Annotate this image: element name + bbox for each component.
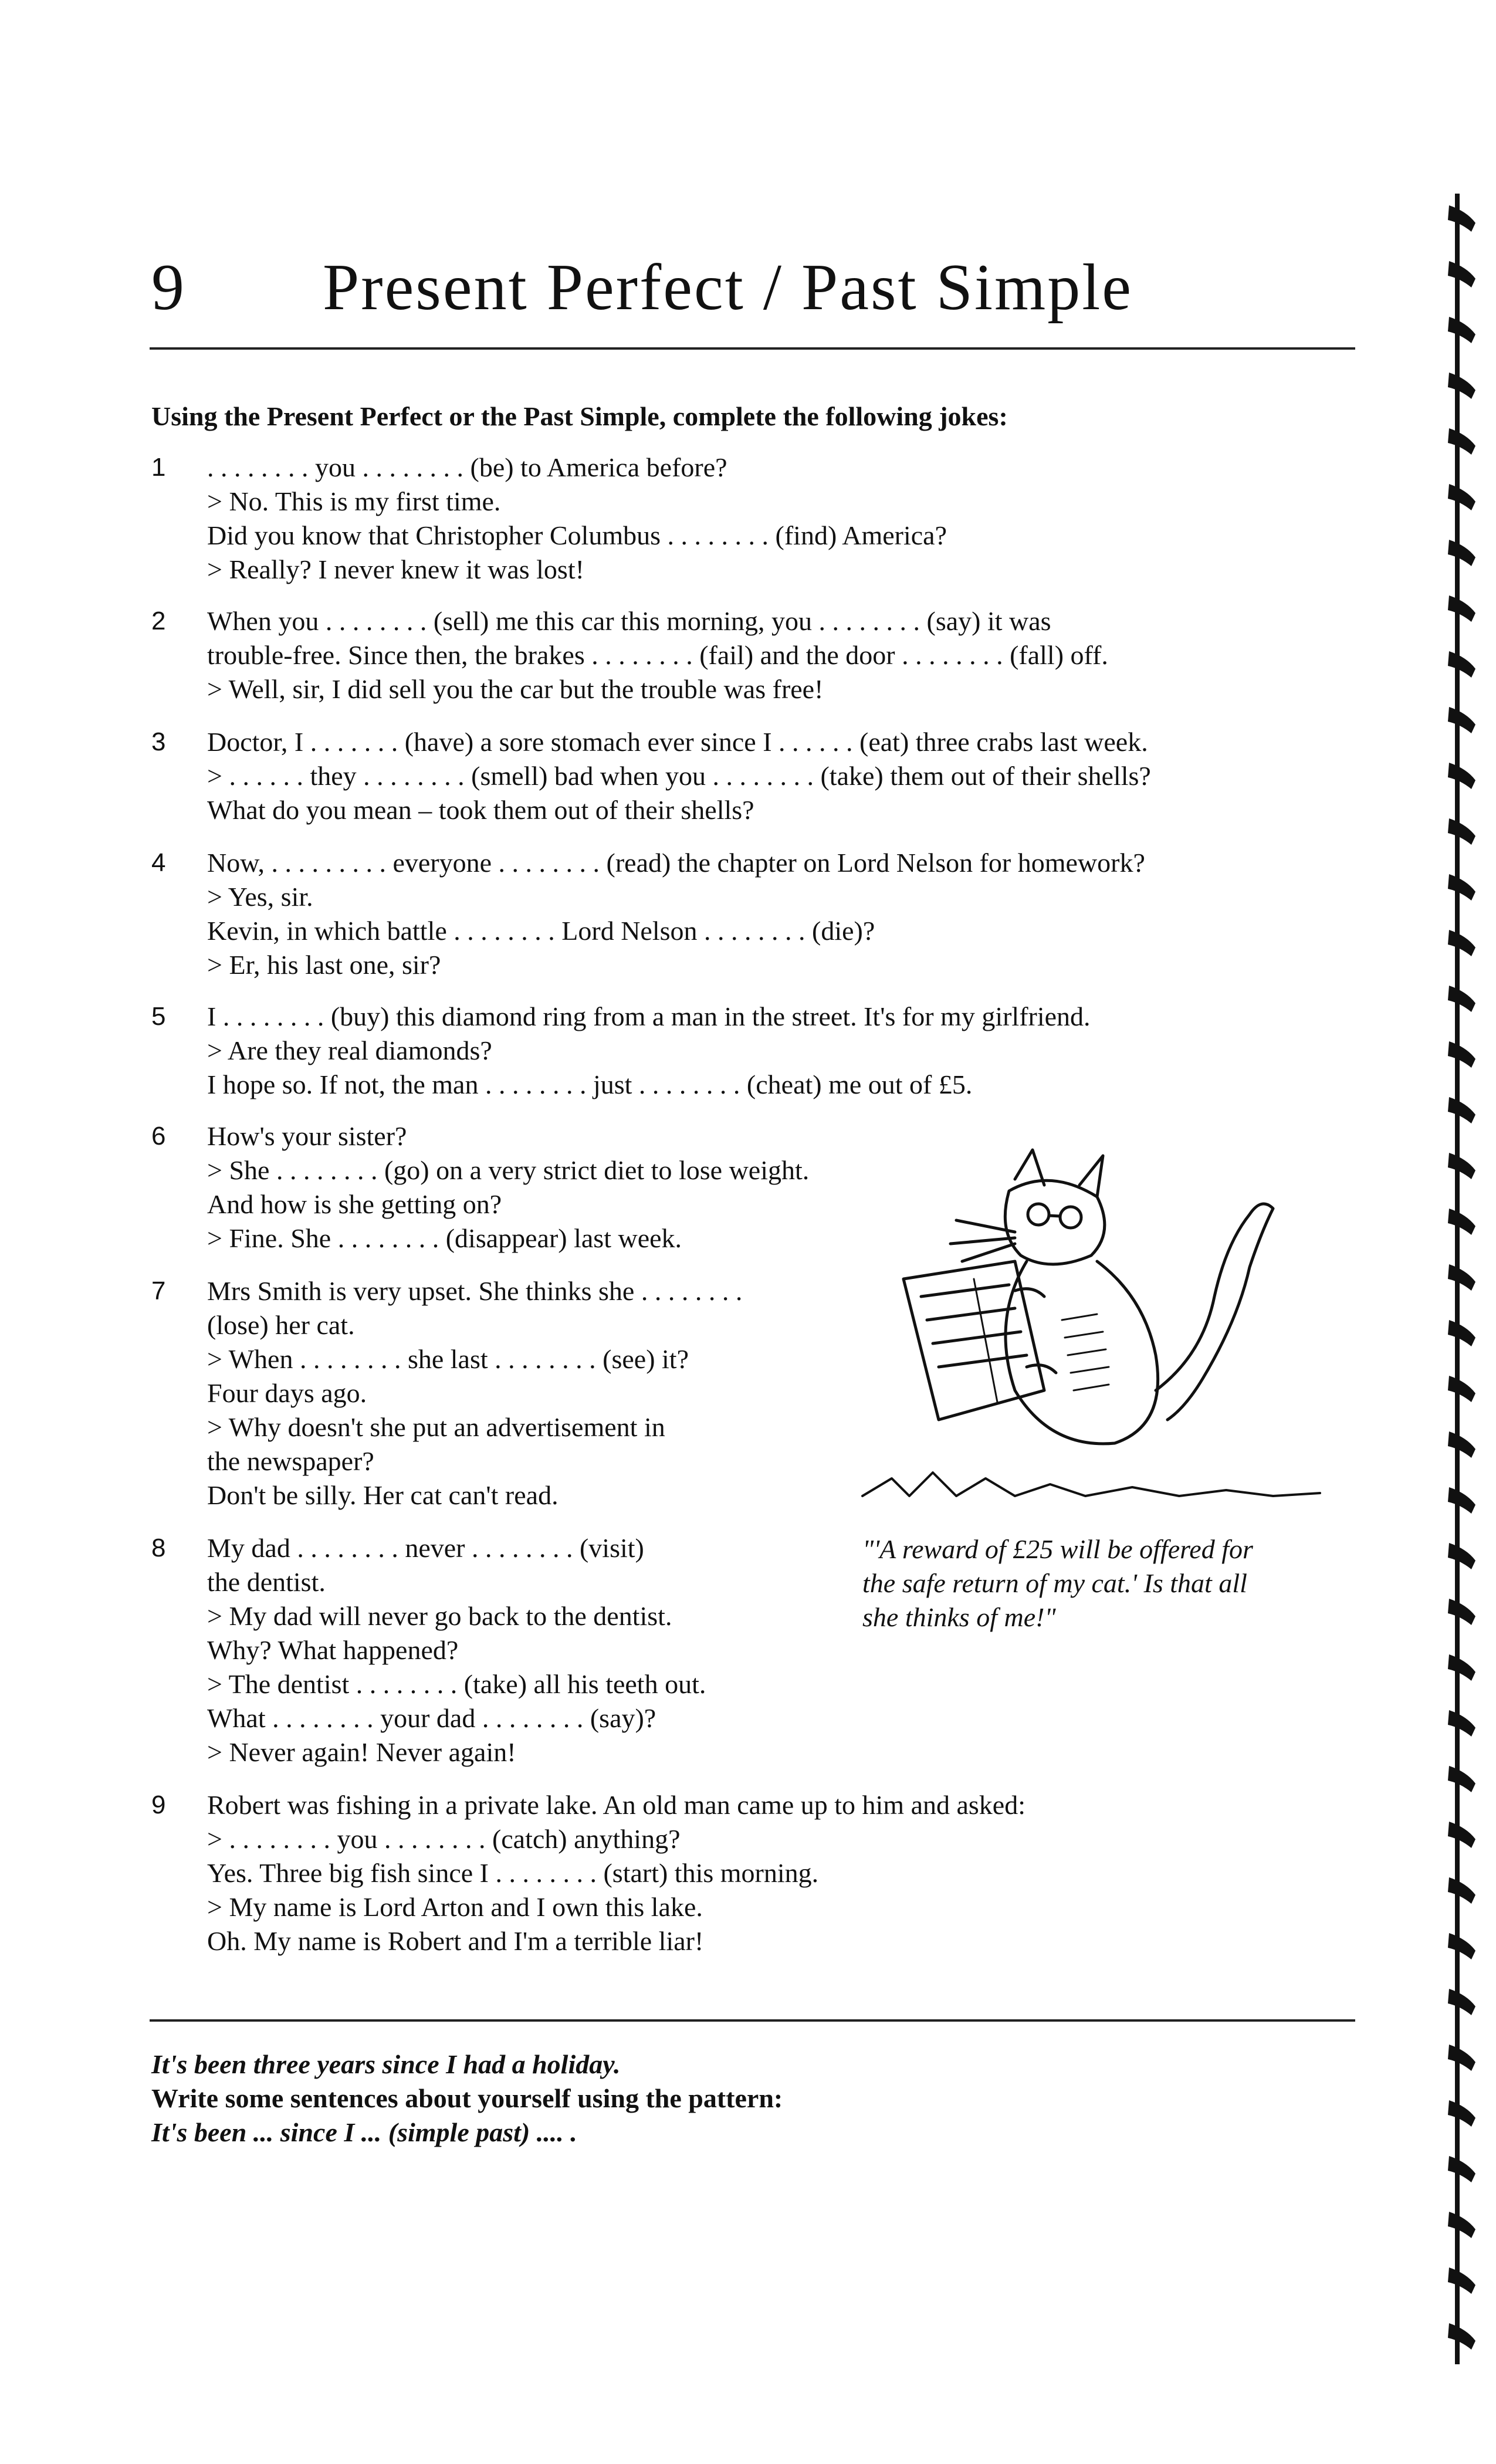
binding-coil [1448, 1989, 1475, 2015]
exercise-line: Did you know that Christopher Columbus . . . . . . . . (find) America? [207, 520, 947, 550]
binding-coil [1448, 651, 1475, 678]
binding-coil [1448, 2156, 1475, 2182]
binding-coil [1448, 1041, 1475, 1068]
exercise-line: When you . . . . . . . . (sell) me this car this morning, you . . . . . . . . (say) it was [207, 606, 1051, 636]
binding-coil [1448, 1153, 1475, 1179]
exercise-line: > Never again! Never again! [207, 1737, 516, 1767]
exercise-number: 5 [151, 1002, 166, 1031]
binding-coil [1448, 317, 1475, 343]
exercise-line: Now, . . . . . . . . . everyone . . . . . . . . (read) the chapter on Lord Nelson for homework? [207, 848, 1145, 878]
binding-coil [1448, 261, 1475, 287]
exercise-number: 8 [151, 1534, 166, 1562]
binding-coil [1448, 484, 1475, 510]
exercise-line: How's your sister? [207, 1121, 407, 1151]
caption-line: "'A reward of £25 will be offered for [862, 1534, 1253, 1564]
binding-coil [1448, 1877, 1475, 1904]
binding-coil [1448, 1209, 1475, 1235]
exercise-line: What . . . . . . . . your dad . . . . . . . . (say)? [207, 1703, 656, 1733]
binding-coil [1448, 930, 1475, 956]
exercise-line: Oh. My name is Robert and I'm a terrible liar! [207, 1926, 704, 1956]
binding-coil [1448, 1766, 1475, 1792]
exercise-line: > My dad will never go back to the dentist. [207, 1601, 672, 1631]
exercise-line: Yes. Three big fish since I . . . . . . . . (start) this morning. [207, 1858, 819, 1888]
exercise-line: > . . . . . . they . . . . . . . . (smell) bad when you . . . . . . . . (take) them out of their shells? [207, 761, 1151, 791]
exercise-line: > No. This is my first time. [207, 486, 501, 516]
binding-coil [1448, 1487, 1475, 1514]
exercise-line: > She . . . . . . . . (go) on a very strict diet to lose weight. [207, 1155, 810, 1185]
exercise-line: > The dentist . . . . . . . . (take) all his teeth out. [207, 1669, 706, 1699]
binding-coil [1448, 2323, 1475, 2350]
exercise-line: Why? What happened? [207, 1635, 459, 1665]
binding-coil [1448, 1543, 1475, 1569]
exercise-line: I . . . . . . . . (buy) this diamond ring from a man in the street. It's for my girlfriend. [207, 1001, 1091, 1031]
binding-coil [1448, 1933, 1475, 1959]
exercise-line: > When . . . . . . . . she last . . . . . . . . (see) it? [207, 1344, 689, 1374]
exercise-line: trouble-free. Since then, the brakes . . . . . . . . (fail) and the door . . . . . . . . (fall) off. [207, 640, 1108, 670]
exercise-line: > My name is Lord Arton and I own this lake. [207, 1892, 703, 1922]
footer-task [151, 2047, 783, 2150]
binding-coil [1448, 2267, 1475, 2294]
binding-coil [1448, 818, 1475, 845]
exercise-line: > Yes, sir. [207, 882, 313, 912]
binding-coil [1448, 428, 1475, 455]
binding-coil [1448, 1264, 1475, 1291]
exercise-number: 2 [151, 607, 166, 635]
caption-line: she thinks of me!" [862, 1602, 1056, 1632]
exercise-line: Four days ago. [207, 1378, 367, 1408]
exercise-line: the dentist. [207, 1567, 326, 1597]
exercise-line: > Well, sir, I did sell you the car but the trouble was free! [207, 674, 824, 704]
footer-instruction: Write some sentences about yourself using the pattern: [151, 2083, 783, 2113]
caption-line: the safe return of my cat.' Is that all [862, 1568, 1247, 1598]
exercise-line: > Er, his last one, sir? [207, 950, 441, 980]
binding-coil [1448, 1710, 1475, 1737]
binding-coil [1448, 874, 1475, 901]
instructions: Using the Present Perfect or the Past Simple, complete the following jokes: [151, 401, 1008, 431]
exercise-line: Doctor, I . . . . . . . (have) a sore stomach ever since I . . . . . . (eat) three crabs last week. [207, 727, 1148, 757]
binding-coil [1448, 707, 1475, 733]
binding-coil [1448, 763, 1475, 789]
exercise-line: > Really? I never knew it was lost! [207, 554, 584, 584]
exercise-number: 4 [151, 848, 166, 877]
spiral-binding-icon [1443, 194, 1478, 2376]
exercise-line: > Why doesn't she put an advertisement in [207, 1412, 665, 1442]
exercise-line: Kevin, in which battle . . . . . . . . Lord Nelson . . . . . . . . (die)? [207, 916, 875, 946]
exercise-line: > Are they real diamonds? [207, 1035, 492, 1065]
exercise-line: (lose) her cat. [207, 1310, 355, 1340]
page-header [151, 246, 1354, 346]
exercise-line: Mrs Smith is very upset. She thinks she . . . . . . . . [207, 1276, 743, 1306]
exercise-line: . . . . . . . . you . . . . . . . . (be) to America before? [207, 452, 727, 482]
exercise-line: Don't be silly. Her cat can't read. [207, 1480, 559, 1510]
cat-reading-newspaper-icon [839, 1144, 1355, 1525]
binding-coil [1448, 1097, 1475, 1123]
binding-coil [1448, 205, 1475, 232]
exercise-number: 7 [151, 1277, 166, 1305]
exercise-number: 3 [151, 727, 166, 756]
binding-coil [1448, 2100, 1475, 2127]
footer-pattern: It's been ... since I ... (simple past) .... . [151, 2117, 577, 2147]
binding-coil [1448, 986, 1475, 1012]
binding-coil [1448, 1376, 1475, 1402]
footer-divider [150, 2019, 1355, 2022]
binding-coil [1448, 595, 1475, 622]
exercise-number: 6 [151, 1122, 166, 1150]
binding-coil [1448, 2212, 1475, 2238]
exercise-line: And how is she getting on? [207, 1189, 502, 1219]
binding-coil [1448, 1599, 1475, 1625]
exercise-line: My dad . . . . . . . . never . . . . . . . . (visit) [207, 1533, 644, 1563]
binding-coil [1448, 1822, 1475, 1848]
illustration-caption [862, 1532, 1253, 1634]
exercise-line: I hope so. If not, the man . . . . . . . . just . . . . . . . . (cheat) me out of £5. [207, 1069, 973, 1099]
binding-coil [1448, 540, 1475, 566]
exercise-number: 9 [151, 1791, 166, 1819]
unit-number: 9 [151, 251, 184, 324]
binding-coil [1448, 1431, 1475, 1458]
binding-coil [1448, 1320, 1475, 1346]
binding-coil [1448, 373, 1475, 399]
binding-coil [1448, 1654, 1475, 1681]
binding-coil [1448, 2045, 1475, 2071]
page-title: Present Perfect / Past Simple [323, 251, 1133, 324]
footer-example: It's been three years since I had a holiday. [151, 2049, 621, 2079]
exercise-line: Robert was fishing in a private lake. An old man came up to him and asked: [207, 1790, 1026, 1820]
exercise-line: What do you mean – took them out of their shells? [207, 795, 754, 825]
exercise-number: 1 [151, 453, 166, 482]
exercise-line: > Fine. She . . . . . . . . (disappear) last week. [207, 1223, 682, 1253]
header-divider [150, 347, 1355, 350]
exercise-line: > . . . . . . . . you . . . . . . . . (catch) anything? [207, 1824, 681, 1854]
exercise-line: the newspaper? [207, 1446, 374, 1476]
